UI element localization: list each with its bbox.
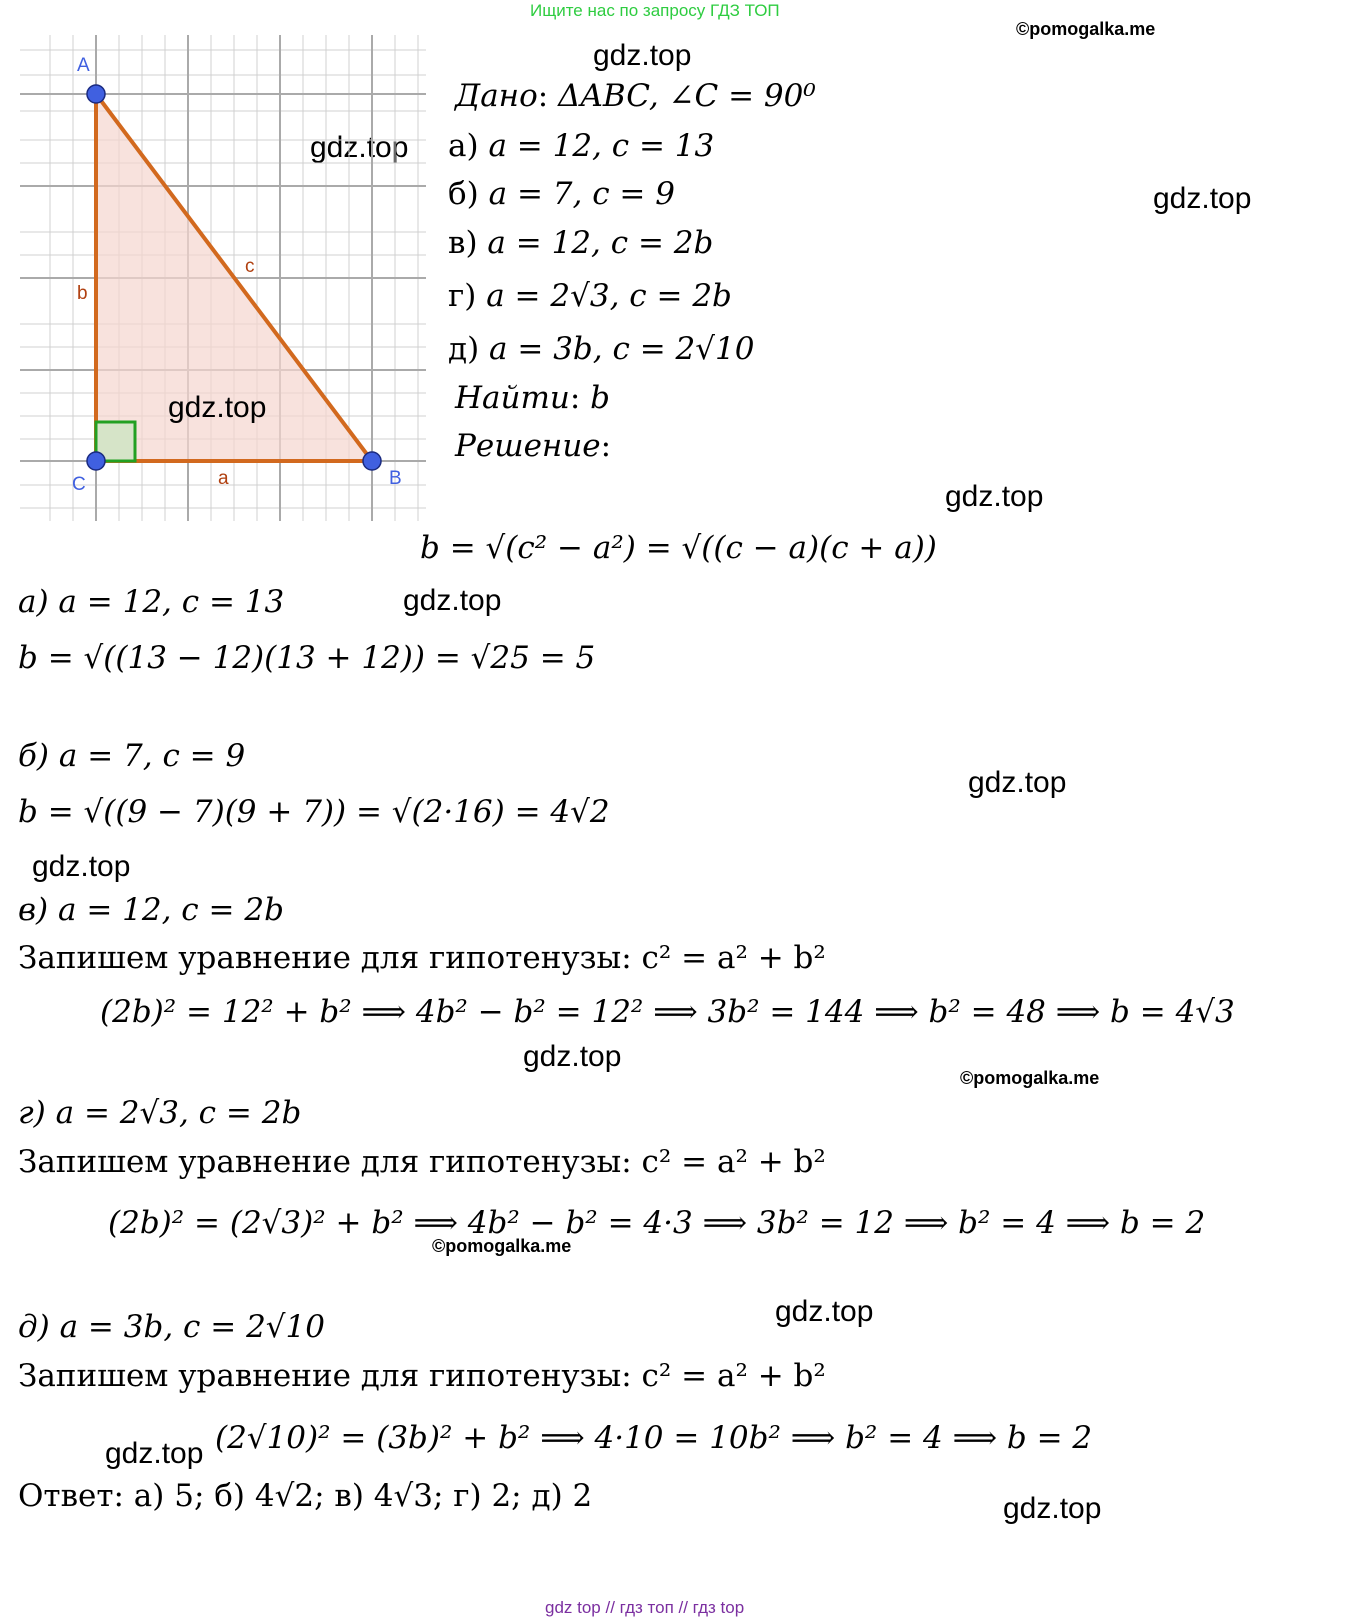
gdz-watermark: gdz.top bbox=[968, 766, 1067, 799]
part-g-work: (2b)² = (2√3)² + b² ⟹ 4b² − b² = 4·3 ⟹ 3b² = 12 ⟹ b² = 4 ⟹ b = 2 bbox=[108, 1205, 1206, 1241]
gdz-watermark: gdz.top bbox=[1003, 1492, 1102, 1525]
part-d-header: д) a = 3b, c = 2√10 bbox=[18, 1309, 326, 1345]
answer-line: Ответ: а) 5; б) 4√2; в) 4√3; г) 2; д) 2 bbox=[18, 1478, 593, 1514]
part-a-work: b = √((13 − 12)(13 + 12)) = √25 = 5 bbox=[18, 640, 596, 676]
given-case-d: д) a = 3b, c = 2√10 bbox=[448, 331, 755, 367]
label-vertex-b: B bbox=[389, 468, 402, 489]
label-vertex-c: C bbox=[72, 474, 86, 495]
pomogalka-watermark: ©pomogalka.me bbox=[1016, 19, 1156, 39]
pomogalka-watermark: ©pomogalka.me bbox=[432, 1236, 572, 1256]
solution-line: Решение: bbox=[455, 428, 612, 464]
given-case-v: в) a = 12, c = 2b bbox=[448, 225, 714, 261]
given-triangle: ΔABC, ∠C = 90⁰ bbox=[558, 78, 816, 114]
part-b-work: b = √((9 − 7)(9 + 7)) = √(2·16) = 4√2 bbox=[18, 794, 610, 830]
top-banner: Ищите нас по запросу ГДЗ ТОП bbox=[530, 1, 780, 20]
gdz-watermark: gdz.top bbox=[310, 131, 409, 164]
gdz-watermark: gdz.top bbox=[593, 39, 692, 72]
part-d-note: Запишем уравнение для гипотенузы: c² = a² + b² bbox=[18, 1358, 826, 1394]
given-label: Дано bbox=[455, 78, 538, 114]
label-side-b: b bbox=[77, 283, 88, 304]
part-v-header: в) a = 12, c = 2b bbox=[18, 892, 284, 928]
find-line: Найти: b bbox=[455, 380, 611, 416]
given-header: Дано: ΔABC, ∠C = 90⁰ bbox=[455, 78, 816, 114]
part-v-note: Запишем уравнение для гипотенузы: c² = a² + b² bbox=[18, 940, 826, 976]
gdz-watermark: gdz.top bbox=[105, 1437, 204, 1470]
label-vertex-a: A bbox=[77, 55, 90, 76]
part-g-note: Запишем уравнение для гипотенузы: c² = a² + b² bbox=[18, 1144, 826, 1180]
gdz-watermark: gdz.top bbox=[523, 1040, 622, 1073]
gdz-watermark: gdz.top bbox=[1153, 182, 1252, 215]
part-g-header: г) a = 2√3, c = 2b bbox=[18, 1095, 302, 1131]
part-v-work: (2b)² = 12² + b² ⟹ 4b² − b² = 12² ⟹ 3b² = 144 ⟹ b² = 48 ⟹ b = 4√3 bbox=[100, 994, 1235, 1030]
triangle-figure bbox=[20, 35, 426, 521]
label-side-c: c bbox=[245, 256, 255, 277]
gdz-watermark: gdz.top bbox=[945, 480, 1044, 513]
given-case-a: а) a = 12, c = 13 bbox=[448, 128, 715, 164]
general-formula: b = √(c² − a²) = √((c − a)(c + a)) bbox=[420, 530, 937, 566]
given-case-g: г) a = 2√3, c = 2b bbox=[448, 278, 732, 314]
gdz-watermark: gdz.top bbox=[32, 850, 131, 883]
pomogalka-watermark: ©pomogalka.me bbox=[960, 1068, 1100, 1088]
part-a-header: а) a = 12, c = 13 bbox=[18, 584, 285, 620]
gdz-watermark: gdz.top bbox=[403, 584, 502, 617]
footer-links[interactable]: gdz top // гдз топ // гдз top bbox=[545, 1598, 745, 1617]
gdz-watermark: gdz.top bbox=[775, 1295, 874, 1328]
solution-label: Решение bbox=[455, 428, 601, 464]
gdz-watermark: gdz.top bbox=[168, 391, 267, 424]
given-case-b: б) a = 7, c = 9 bbox=[448, 176, 675, 212]
part-b-header: б) a = 7, c = 9 bbox=[18, 738, 246, 774]
find-value: b bbox=[590, 380, 611, 416]
part-d-work: (2√10)² = (3b)² + b² ⟹ 4·10 = 10b² ⟹ b² = 4 ⟹ b = 2 bbox=[215, 1420, 1093, 1456]
label-side-a: a bbox=[218, 468, 229, 489]
find-label: Найти bbox=[455, 380, 570, 416]
